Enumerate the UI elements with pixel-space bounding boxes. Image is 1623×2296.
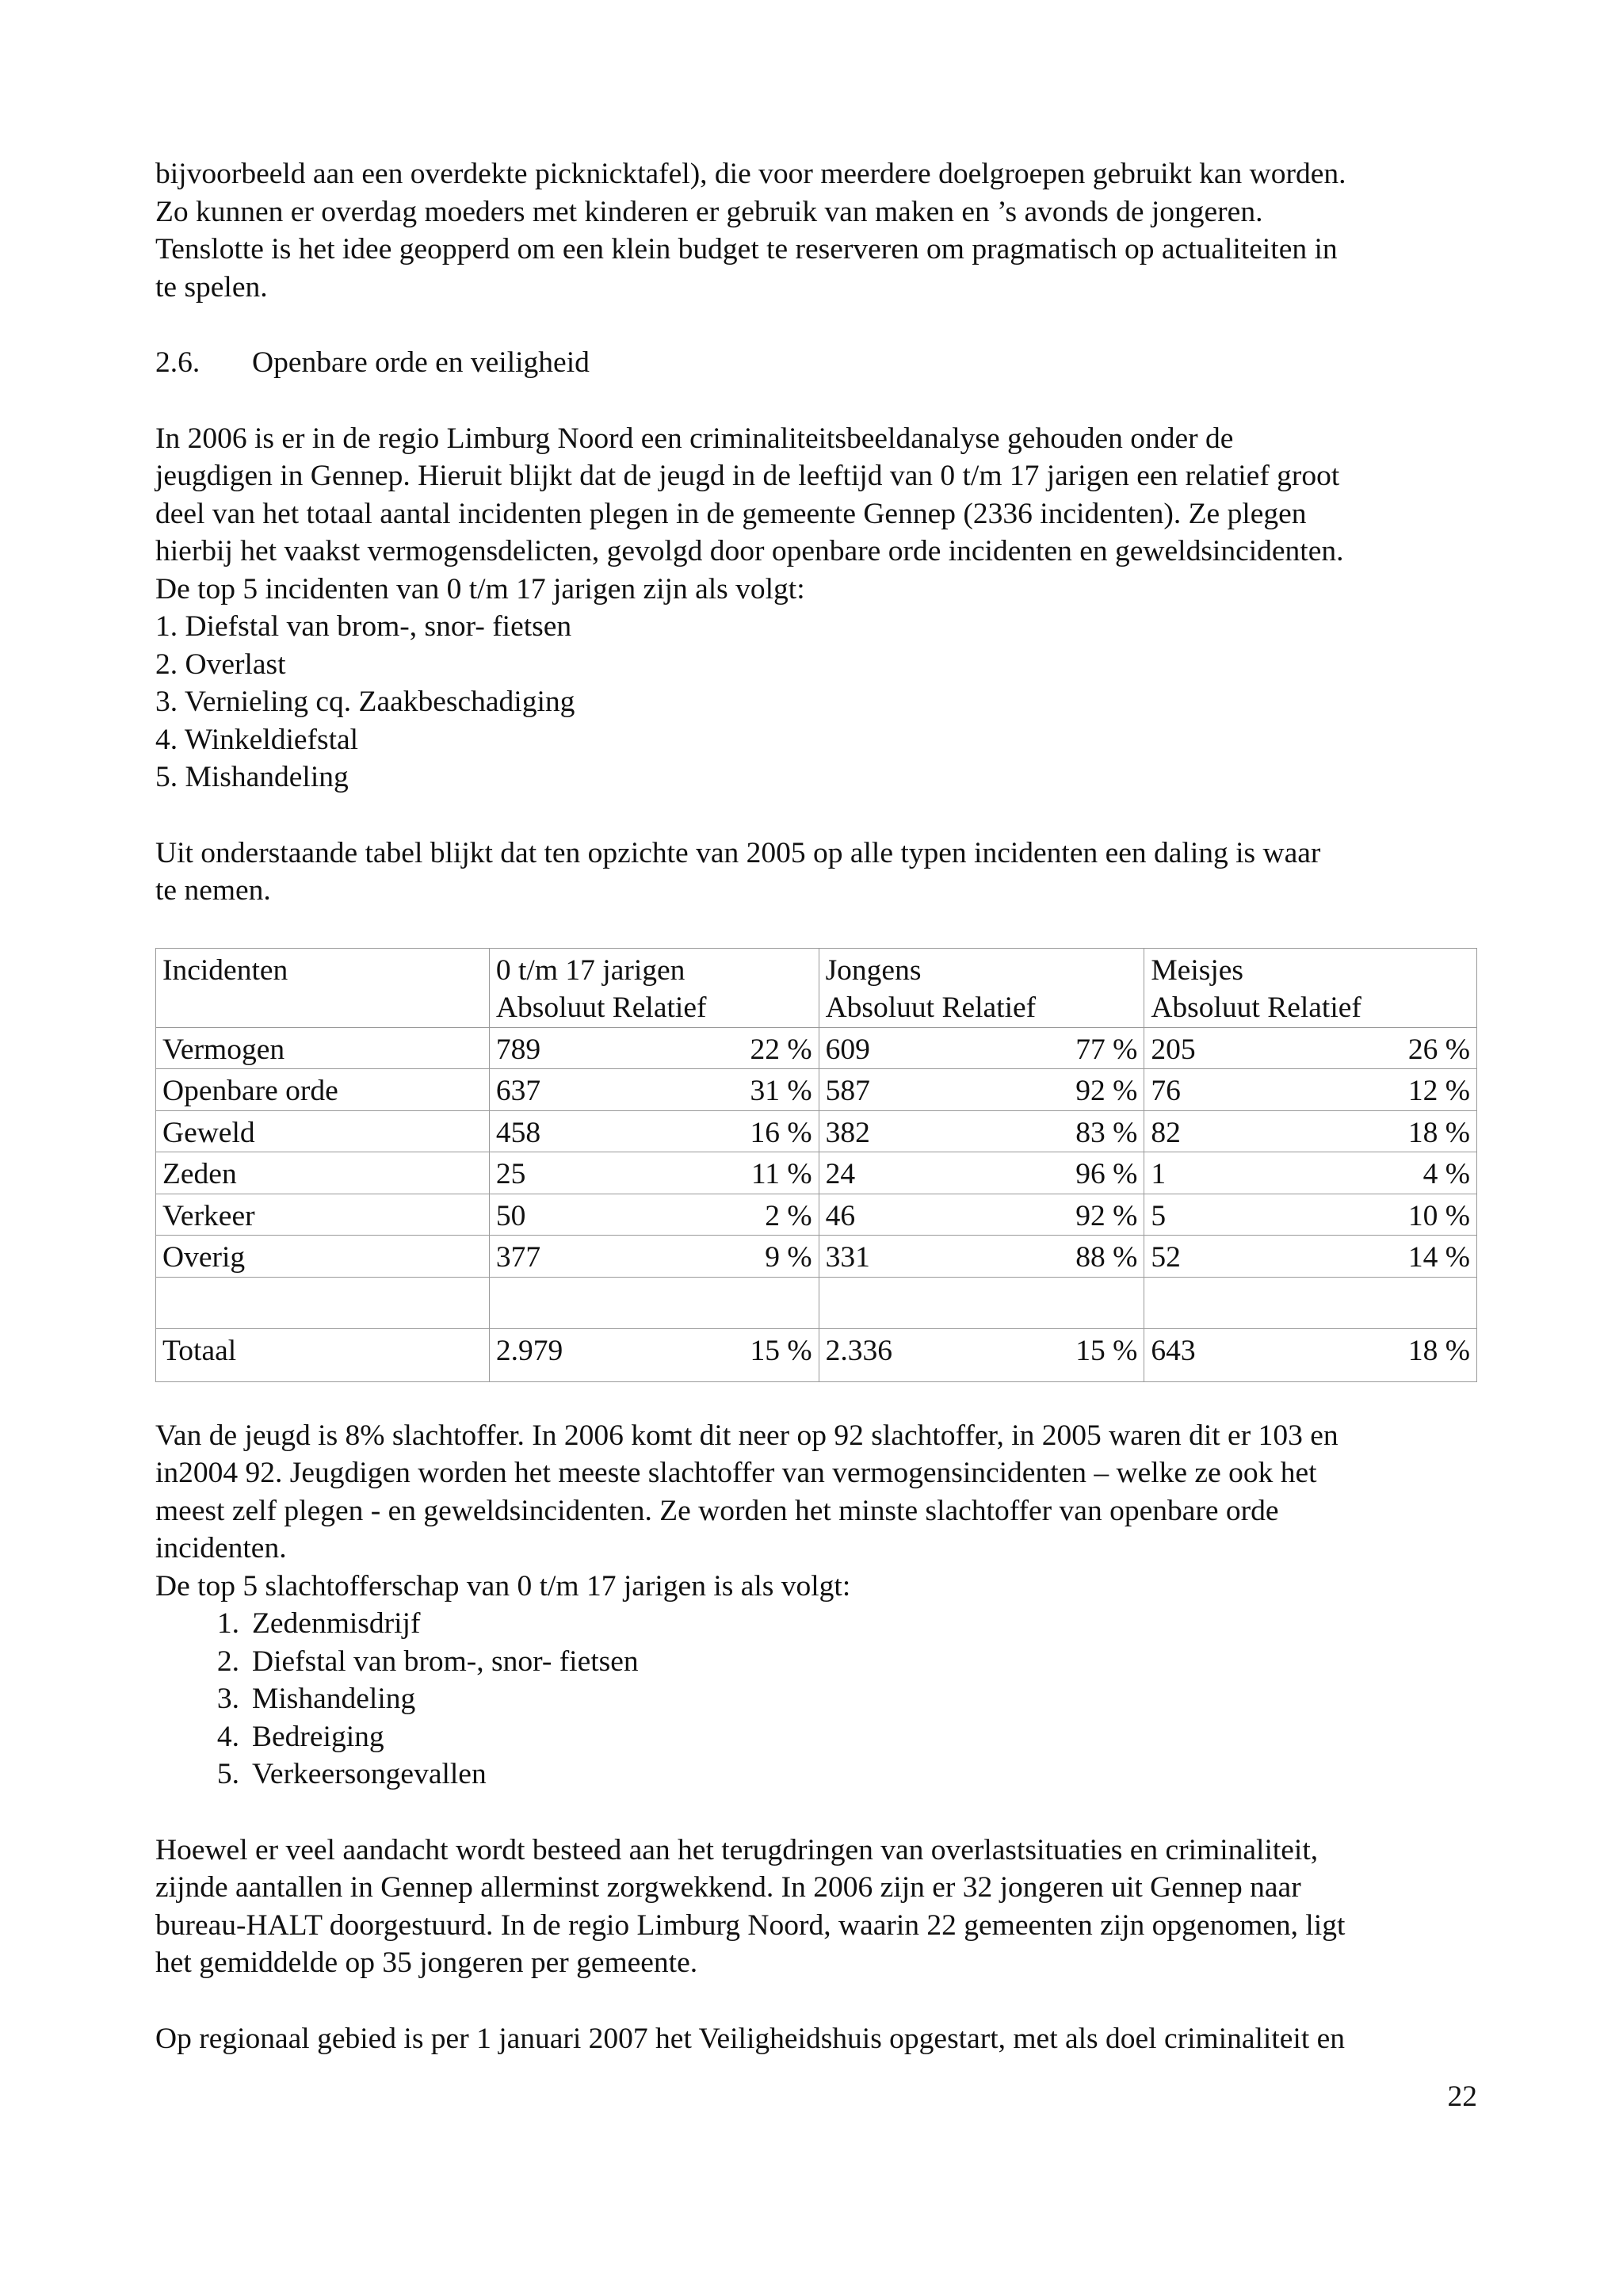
relative-value: 2 % bbox=[765, 1199, 812, 1232]
relative-value: 11 % bbox=[750, 1158, 812, 1190]
list-text: Verkeersongevallen bbox=[252, 1758, 487, 1790]
absolute-value: 637 bbox=[495, 1075, 541, 1107]
relative-value: 18 % bbox=[1407, 1116, 1470, 1149]
relative-value: 12 % bbox=[1407, 1075, 1470, 1107]
value-cell bbox=[819, 1328, 1144, 1381]
row-label: Vermogen bbox=[156, 1027, 490, 1069]
text-line: Uit onderstaande tabel blijkt dat ten opzichte van 2005 op alle typen incidenten een daling is waar bbox=[155, 836, 1321, 869]
absolute-value: 331 bbox=[825, 1241, 870, 1274]
relative-value: 10 % bbox=[1407, 1199, 1470, 1232]
value-cell bbox=[489, 1236, 819, 1278]
table-header-row bbox=[156, 948, 1477, 1027]
header-cell-group bbox=[819, 948, 1144, 1027]
table-row bbox=[156, 1110, 1477, 1152]
empty-cell bbox=[156, 1277, 490, 1328]
table-row-total bbox=[156, 1328, 1477, 1381]
top5-incidents-list bbox=[155, 608, 1477, 797]
value-cell bbox=[819, 1194, 1144, 1236]
intro-paragraph bbox=[155, 155, 1477, 306]
list-item: 4. Winkeldiefstal bbox=[155, 723, 359, 756]
value-cell bbox=[1144, 1069, 1477, 1111]
text-line: te spelen. bbox=[155, 270, 268, 304]
absolute-value: 609 bbox=[825, 1033, 870, 1066]
table-row bbox=[156, 1152, 1477, 1194]
text-line: Hoewel er veel aandacht wordt besteed aan het terugdringen van overlastsituaties en criminaliteit, bbox=[155, 1833, 1319, 1866]
absolute-value: 24 bbox=[825, 1158, 856, 1190]
text-line: hierbij het vaakst vermogensdelicten, gevolgd door openbare orde incidenten en geweldsincidenten. bbox=[155, 535, 1344, 567]
text-line: Zo kunnen er overdag moeders met kinderen er gebruik van maken en ’s avonds de jongeren. bbox=[155, 195, 1263, 228]
text-line: jeugdigen in Gennep. Hieruit blijkt dat de jeugd in de leeftijd van 0 t/m 17 jarigen een relatief groot bbox=[155, 460, 1340, 492]
table-row bbox=[156, 1194, 1477, 1236]
absolute-value: 2.336 bbox=[825, 1334, 892, 1367]
value-cell bbox=[819, 1110, 1144, 1152]
text-line: in2004 92. Jeugdigen worden het meeste slachtoffer van vermogensincidenten – welke ze ook het bbox=[155, 1457, 1317, 1489]
paragraph-veiligheidshuis bbox=[155, 2020, 1477, 2058]
list-text: Diefstal van brom-, snor- fietsen bbox=[252, 1645, 639, 1678]
value-cell bbox=[819, 1236, 1144, 1278]
value-cell bbox=[489, 1152, 819, 1194]
paragraph-analysis bbox=[155, 420, 1477, 609]
text-line: Tenslotte is het idee geopperd om een klein budget te reserveren om pragmatisch op actualiteiten in bbox=[155, 233, 1338, 266]
row-label: Totaal bbox=[156, 1328, 490, 1381]
absolute-value: 643 bbox=[1151, 1334, 1196, 1367]
paragraph-victims bbox=[155, 1417, 1477, 1606]
header-cell-group bbox=[489, 948, 819, 1027]
text-line: bijvoorbeeld aan een overdekte picknicktafel), die voor meerdere doelgroepen gebruikt kan worden. bbox=[155, 158, 1346, 190]
text-line: In 2006 is er in de regio Limburg Noord een criminaliteitsbeeldanalyse gehouden onder de bbox=[155, 422, 1234, 455]
list-item bbox=[155, 1643, 1477, 1681]
header-cell-group bbox=[1144, 948, 1477, 1027]
relative-value: 9 % bbox=[765, 1241, 812, 1274]
text-line: De top 5 slachtofferschap van 0 t/m 17 jarigen is als volgt: bbox=[155, 1569, 851, 1603]
list-item: 3. Vernieling cq. Zaakbeschadiging bbox=[155, 686, 575, 718]
absolute-value: 52 bbox=[1151, 1241, 1181, 1274]
text-line: Op regionaal gebied is per 1 januari 2007 het Veiligheidshuis opgestart, met als doel criminaliteit en bbox=[155, 2022, 1346, 2055]
row-label: Geweld bbox=[156, 1110, 490, 1152]
relative-value: 92 % bbox=[1075, 1199, 1138, 1232]
incidents-table bbox=[155, 948, 1477, 1382]
row-label: Openbare orde bbox=[156, 1069, 490, 1111]
text-line: deel van het totaal aantal incidenten plegen in de gemeente Gennep (2336 incidenten). Ze plegen bbox=[155, 497, 1307, 530]
value-cell bbox=[489, 1328, 819, 1381]
group-subtitle: Absoluut Relatief bbox=[825, 991, 1037, 1024]
value-cell bbox=[819, 1152, 1144, 1194]
list-number: 3. bbox=[216, 1683, 239, 1715]
absolute-value: 458 bbox=[495, 1116, 541, 1149]
absolute-value: 25 bbox=[495, 1158, 526, 1190]
list-item: 5. Mishandeling bbox=[155, 761, 349, 793]
relative-value: 14 % bbox=[1407, 1241, 1470, 1274]
value-cell bbox=[1144, 1194, 1477, 1236]
list-item bbox=[155, 1718, 1477, 1756]
relative-value: 96 % bbox=[1075, 1158, 1138, 1190]
relative-value: 16 % bbox=[750, 1116, 812, 1149]
text-line: het gemiddelde op 35 jongeren per gemeente. bbox=[155, 1946, 698, 1979]
group-title: Jongens bbox=[825, 953, 922, 987]
value-cell bbox=[819, 1027, 1144, 1069]
value-cell bbox=[489, 1110, 819, 1152]
value-cell bbox=[1144, 1110, 1477, 1152]
section-heading bbox=[155, 344, 1477, 382]
list-text: Mishandeling bbox=[252, 1683, 416, 1715]
text-line: zijnde aantallen in Gennep allerminst zorgwekkend. In 2006 zijn er 32 jongeren uit Gennep naar bbox=[155, 1871, 1301, 1904]
relative-value: 18 % bbox=[1407, 1334, 1470, 1367]
relative-value: 77 % bbox=[1075, 1033, 1138, 1066]
list-number: 4. bbox=[216, 1720, 239, 1753]
absolute-value: 377 bbox=[495, 1241, 541, 1274]
table-row bbox=[156, 1069, 1477, 1111]
absolute-value: 2.979 bbox=[495, 1334, 563, 1367]
absolute-value: 587 bbox=[825, 1075, 870, 1107]
list-number: 1. bbox=[216, 1607, 239, 1640]
value-cell bbox=[489, 1027, 819, 1069]
value-cell bbox=[1144, 1328, 1477, 1381]
relative-value: 92 % bbox=[1075, 1075, 1138, 1107]
relative-value: 4 % bbox=[1423, 1158, 1470, 1190]
group-title: Meisjes bbox=[1151, 953, 1243, 987]
value-cell bbox=[1144, 1152, 1477, 1194]
value-cell bbox=[1144, 1027, 1477, 1069]
list-item bbox=[155, 1605, 1477, 1643]
value-cell bbox=[489, 1069, 819, 1111]
text-line: te nemen. bbox=[155, 874, 271, 907]
row-label: Overig bbox=[156, 1236, 490, 1278]
empty-cell bbox=[489, 1277, 819, 1328]
absolute-value: 205 bbox=[1151, 1033, 1196, 1066]
relative-value: 15 % bbox=[1075, 1334, 1138, 1367]
absolute-value: 82 bbox=[1151, 1116, 1181, 1149]
list-item bbox=[155, 1680, 1477, 1718]
absolute-value: 382 bbox=[825, 1116, 870, 1149]
text-line: incidenten. bbox=[155, 1532, 287, 1564]
value-cell bbox=[1144, 1236, 1477, 1278]
list-text: Bedreiging bbox=[252, 1720, 384, 1753]
list-item bbox=[155, 1755, 1477, 1794]
list-text: Zedenmisdrijf bbox=[252, 1607, 421, 1640]
list-number: 2. bbox=[216, 1645, 239, 1678]
list-item: 2. Overlast bbox=[155, 648, 286, 681]
page-number: 22 bbox=[1447, 2080, 1477, 2113]
header-cell-incidents: Incidenten bbox=[156, 948, 490, 1027]
relative-value: 22 % bbox=[750, 1033, 812, 1066]
paragraph-table-intro bbox=[155, 835, 1477, 910]
absolute-value: 50 bbox=[495, 1199, 526, 1232]
absolute-value: 46 bbox=[825, 1199, 856, 1232]
table-row bbox=[156, 1236, 1477, 1278]
value-cell bbox=[489, 1194, 819, 1236]
absolute-value: 76 bbox=[1151, 1075, 1181, 1107]
value-cell bbox=[819, 1069, 1144, 1111]
section-number: 2.6. bbox=[155, 346, 200, 379]
text-line: De top 5 incidenten van 0 t/m 17 jarigen zijn als volgt: bbox=[155, 572, 805, 606]
row-label: Zeden bbox=[156, 1152, 490, 1194]
list-item: 1. Diefstal van brom-, snor- fietsen bbox=[155, 610, 572, 643]
absolute-value: 1 bbox=[1151, 1158, 1167, 1190]
relative-value: 88 % bbox=[1075, 1241, 1138, 1274]
relative-value: 83 % bbox=[1075, 1116, 1138, 1149]
empty-cell bbox=[819, 1277, 1144, 1328]
text-line: bureau-HALT doorgestuurd. In de regio Limburg Noord, waarin 22 gemeenten zijn opgenomen, ligt bbox=[155, 1908, 1346, 1942]
section-title: Openbare orde en veiligheid bbox=[252, 346, 590, 379]
empty-cell bbox=[1144, 1277, 1477, 1328]
top5-victims-list bbox=[155, 1605, 1477, 1794]
paragraph-halt bbox=[155, 1832, 1477, 1982]
row-label: Verkeer bbox=[156, 1194, 490, 1236]
group-title: 0 t/m 17 jarigen bbox=[495, 953, 685, 987]
relative-value: 31 % bbox=[750, 1075, 812, 1107]
document-page bbox=[155, 155, 1477, 2116]
table-row bbox=[156, 1027, 1477, 1069]
table-row-empty bbox=[156, 1277, 1477, 1328]
relative-value: 26 % bbox=[1407, 1033, 1470, 1066]
absolute-value: 5 bbox=[1151, 1199, 1167, 1232]
group-subtitle: Absoluut Relatief bbox=[1151, 991, 1361, 1024]
absolute-value: 789 bbox=[495, 1033, 541, 1066]
text-line: Van de jeugd is 8% slachtoffer. In 2006 komt dit neer op 92 slachtoffer, in 2005 waren dit er 103 en bbox=[155, 1419, 1338, 1452]
relative-value: 15 % bbox=[750, 1334, 812, 1367]
group-subtitle: Absoluut Relatief bbox=[495, 991, 707, 1024]
list-number: 5. bbox=[216, 1758, 239, 1790]
text-line: meest zelf plegen - en geweldsincidenten. Ze worden het minste slachtoffer van openbare orde bbox=[155, 1494, 1279, 1527]
